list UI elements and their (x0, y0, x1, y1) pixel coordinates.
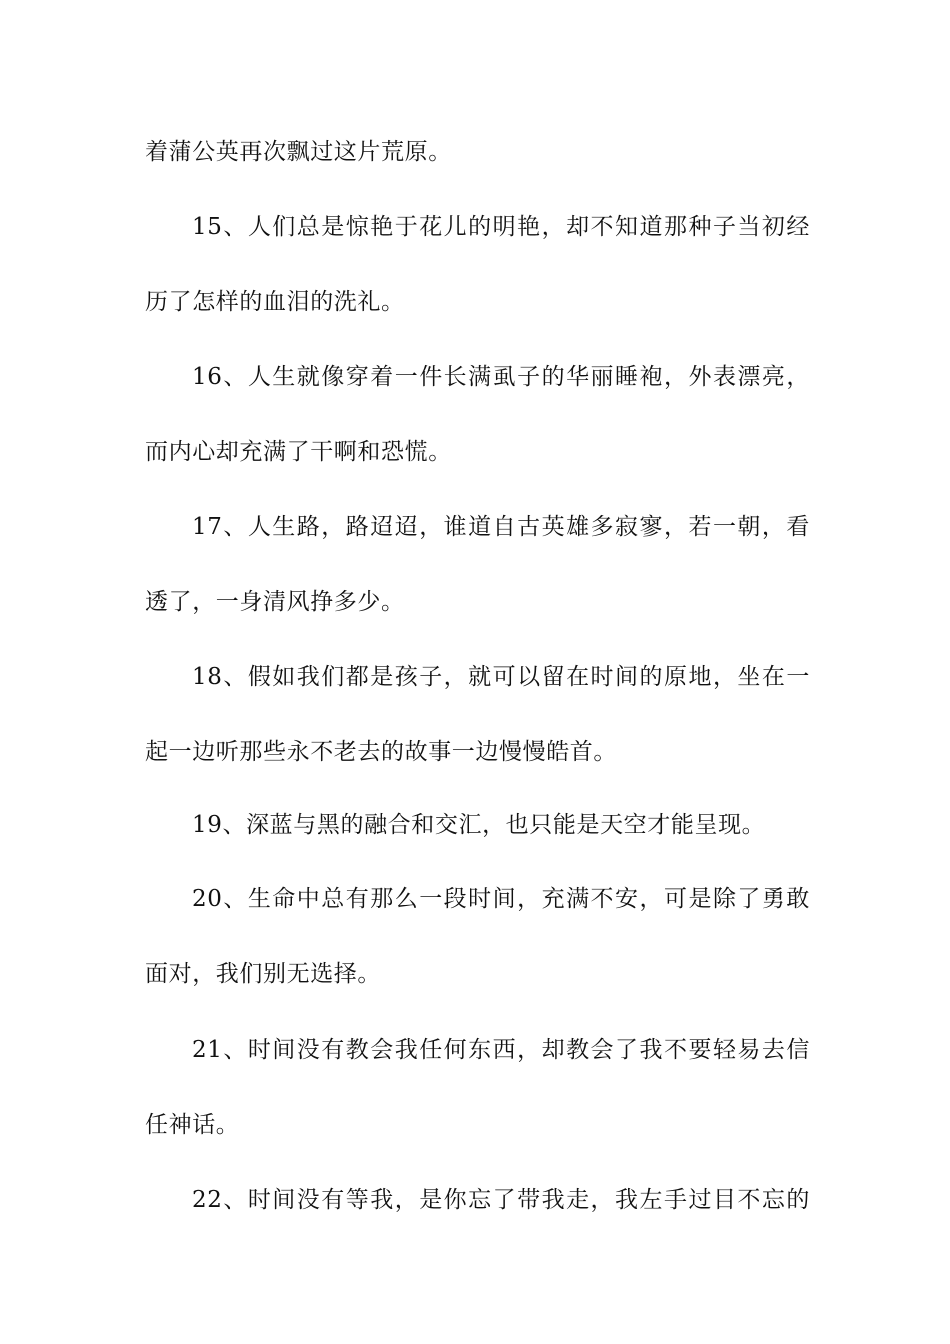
text-line: 历了怎样的血泪的洗礼。 (145, 289, 405, 315)
text-line: 22、时间没有等我，是你忘了带我走，我左手过目不忘的 (192, 1187, 810, 1213)
text-line: 着蒲公英再次飘过这片荒原。 (145, 139, 452, 165)
text-line: 透了，一身清风挣多少。 (145, 589, 405, 615)
text-line: 20、生命中总有那么一段时间，充满不安，可是除了勇敢 (192, 886, 810, 912)
text-line: 21、时间没有教会我任何东西，却教会了我不要轻易去信 (192, 1037, 810, 1063)
text-line: 面对，我们别无选择。 (145, 961, 381, 987)
text-line: 16、人生就像穿着一件长满虱子的华丽睡袍，外表漂亮， (192, 364, 810, 390)
text-line: 17、人生路，路迢迢，谁道自古英雄多寂寥，若一朝，看 (192, 514, 810, 540)
text-line: 15、人们总是惊艳于花儿的明艳，却不知道那种子当初经 (192, 214, 810, 240)
text-line: 起一边听那些永不老去的故事一边慢慢皓首。 (145, 739, 617, 765)
text-line: 19、深蓝与黑的融合和交汇，也只能是天空才能呈现。 (192, 812, 766, 838)
text-line: 而内心却充满了干啊和恐慌。 (145, 439, 452, 465)
text-line: 18、假如我们都是孩子，就可以留在时间的原地，坐在一 (192, 664, 810, 690)
text-line: 任神话。 (145, 1112, 240, 1138)
